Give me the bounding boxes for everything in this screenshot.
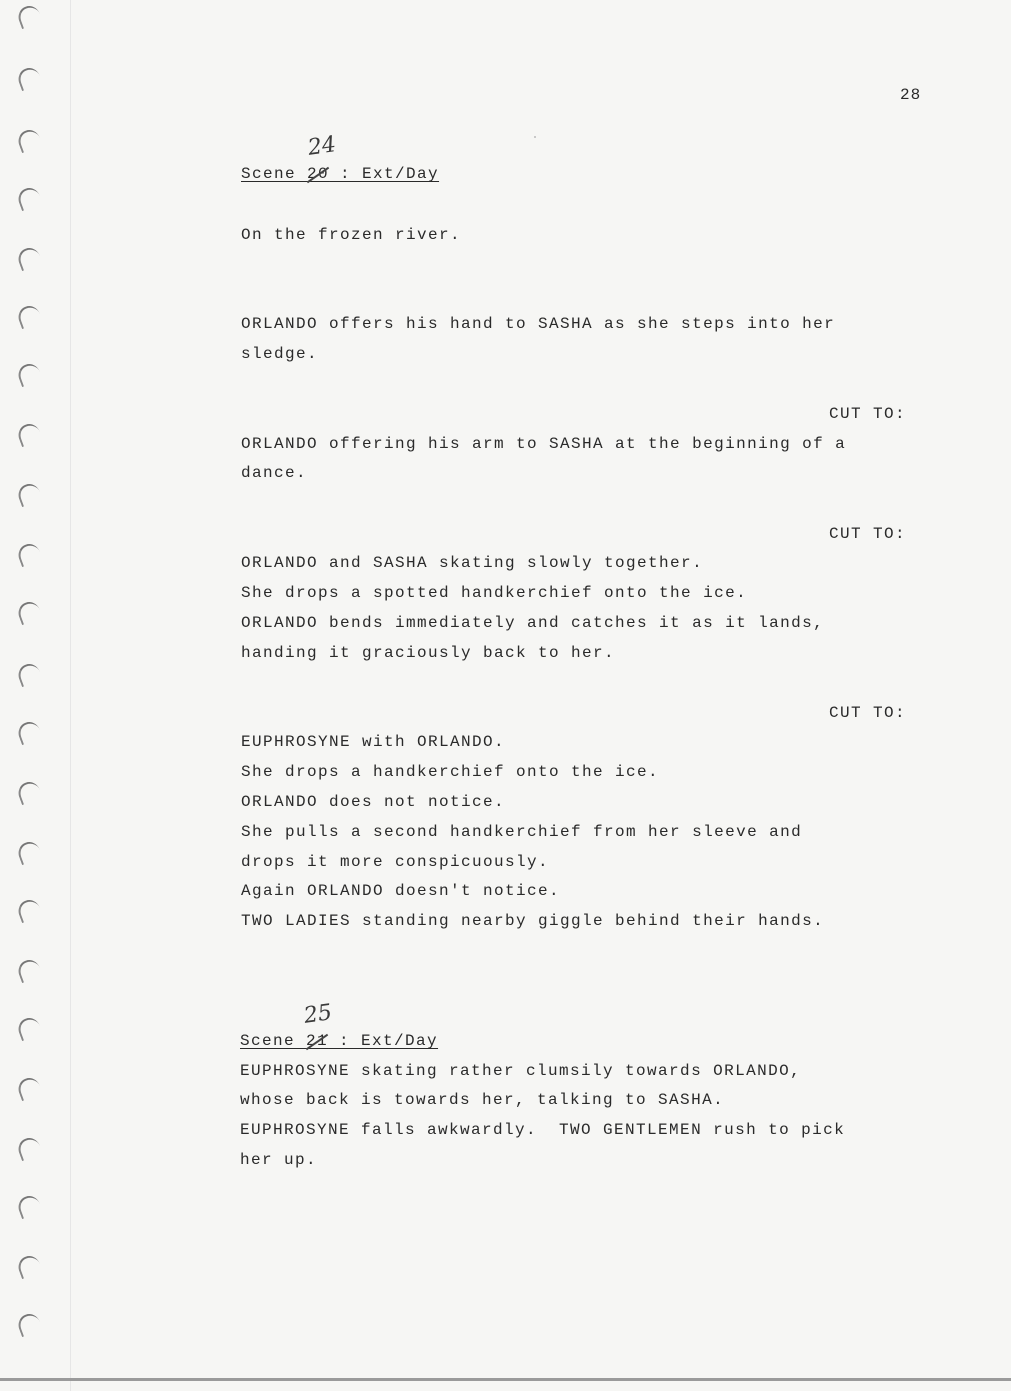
action-line: whose back is towards her, talking to SASHA.: [240, 1091, 725, 1109]
action-line: EUPHROSYNE with ORLANDO.: [241, 733, 506, 751]
handwritten-scene-number: 25: [302, 1000, 334, 1029]
transition-cut-to: CUT TO:: [829, 405, 907, 423]
action-line: ORLANDO bends immediately and catches it as it lands,: [241, 614, 825, 632]
stray-mark: [534, 136, 536, 138]
action-line: She drops a handkerchief onto the ice.: [241, 763, 660, 781]
action-line: On the frozen river.: [241, 226, 462, 244]
action-line: ORLANDO does not notice.: [241, 793, 506, 811]
transition-cut-to: CUT TO:: [829, 525, 907, 543]
transition-cut-to: CUT TO:: [829, 704, 907, 722]
action-line: handing it graciously back to her.: [241, 644, 616, 662]
action-line: EUPHROSYNE falls awkwardly. TWO GENTLEMEN rush to pick: [240, 1121, 846, 1139]
handwritten-scene-number: 24: [306, 132, 338, 161]
page-number: 28: [900, 86, 922, 104]
action-line: EUPHROSYNE skating rather clumsily towards ORLANDO,: [240, 1062, 802, 1080]
struck-scene-number: 20: [307, 165, 330, 183]
action-line: She pulls a second handkerchief from her sleeve and: [241, 823, 803, 841]
action-line: TWO LADIES standing nearby giggle behind their hands.: [241, 912, 825, 930]
scene-heading: Scene 20 : Ext/Day: [241, 165, 440, 183]
binder-holes: [14, 0, 44, 1391]
action-line: drops it more conspicuously.: [241, 853, 550, 871]
action-line: her up.: [240, 1151, 318, 1169]
margin-line: [70, 0, 71, 1391]
scene-heading: Scene 21 : Ext/Day: [240, 1032, 439, 1050]
action-line: ORLANDO and SASHA skating slowly together.: [241, 554, 704, 572]
page-bottom-edge: [0, 1378, 1011, 1381]
action-line: ORLANDO offering his arm to SASHA at the beginning of a: [241, 435, 847, 453]
action-line: sledge.: [241, 345, 319, 363]
struck-scene-number: 21: [306, 1032, 329, 1050]
action-line: She drops a spotted handkerchief onto the ice.: [241, 584, 748, 602]
action-line: Again ORLANDO doesn't notice.: [241, 882, 561, 900]
action-line: ORLANDO offers his hand to SASHA as she steps into her: [241, 315, 836, 333]
action-line: dance.: [241, 464, 308, 482]
